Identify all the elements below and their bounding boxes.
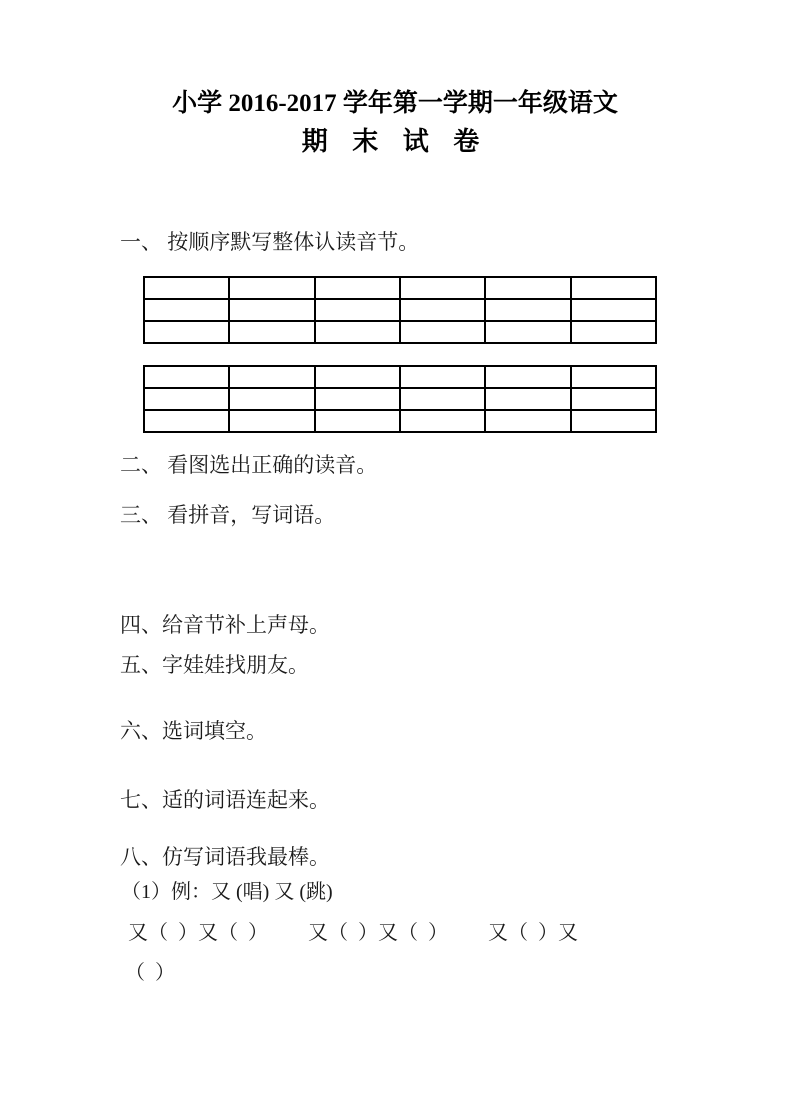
answer-cell <box>144 366 229 388</box>
answer-cell <box>485 366 570 388</box>
answer-cell <box>229 277 314 299</box>
answer-table-row <box>144 299 656 321</box>
answer-cell <box>485 277 570 299</box>
answer-table-2 <box>143 365 657 433</box>
answer-cell <box>400 366 485 388</box>
section-heading-8: 八、仿写词语我最棒。 <box>120 845 330 869</box>
answer-cell <box>485 299 570 321</box>
answer-cell <box>229 388 314 410</box>
section-heading-2: 二、 看图选出正确的读音。 <box>120 453 378 477</box>
section-heading-6: 六、选词填空。 <box>120 719 267 743</box>
answer-table-row <box>144 366 656 388</box>
answer-cell <box>315 388 400 410</box>
exercise8-fill-line-1: 又（ ）又（ ） 又（ ）又（ ） 又（ ）又 <box>128 922 578 944</box>
exercise8-example-line: （1）例：又 (唱) 又 (跳) <box>121 881 333 903</box>
exercise8-fill-line-2: （ ） <box>125 962 175 984</box>
answer-cell <box>315 299 400 321</box>
answer-cell <box>400 321 485 343</box>
answer-cell <box>400 299 485 321</box>
answer-cell <box>485 388 570 410</box>
section-heading-1: 一、 按顺序默写整体认读音节。 <box>120 230 420 254</box>
answer-table-row <box>144 277 656 299</box>
section-heading-7: 七、适的词语连起来。 <box>120 788 330 812</box>
section-heading-5: 五、字娃娃找朋友。 <box>120 653 309 677</box>
section-heading-4: 四、给音节补上声母。 <box>120 613 330 637</box>
answer-cell <box>144 299 229 321</box>
answer-cell <box>571 410 656 432</box>
answer-cell <box>315 410 400 432</box>
answer-table-row <box>144 410 656 432</box>
answer-cell <box>229 410 314 432</box>
answer-table-row <box>144 321 656 343</box>
answer-cell <box>144 277 229 299</box>
answer-cell <box>571 321 656 343</box>
document-subtitle: 期 末 试 卷 <box>301 127 489 156</box>
answer-table-row <box>144 388 656 410</box>
answer-table-1 <box>143 276 657 344</box>
answer-cell <box>571 277 656 299</box>
answer-cell <box>229 366 314 388</box>
answer-cell <box>144 321 229 343</box>
answer-cell <box>571 366 656 388</box>
answer-cell <box>485 321 570 343</box>
section-heading-3: 三、 看拼音，写词语。 <box>120 503 336 527</box>
answer-cell <box>400 410 485 432</box>
answer-cell <box>229 321 314 343</box>
answer-cell <box>400 277 485 299</box>
answer-cell <box>315 277 400 299</box>
answer-cell <box>485 410 570 432</box>
answer-cell <box>571 299 656 321</box>
answer-cell <box>400 388 485 410</box>
answer-cell <box>571 388 656 410</box>
answer-cell <box>315 321 400 343</box>
answer-cell <box>144 410 229 432</box>
answer-cell <box>229 299 314 321</box>
answer-cell <box>315 366 400 388</box>
document-title: 小学 2016-2017 学年第一学期一年级语文 <box>172 90 618 117</box>
answer-cell <box>144 388 229 410</box>
